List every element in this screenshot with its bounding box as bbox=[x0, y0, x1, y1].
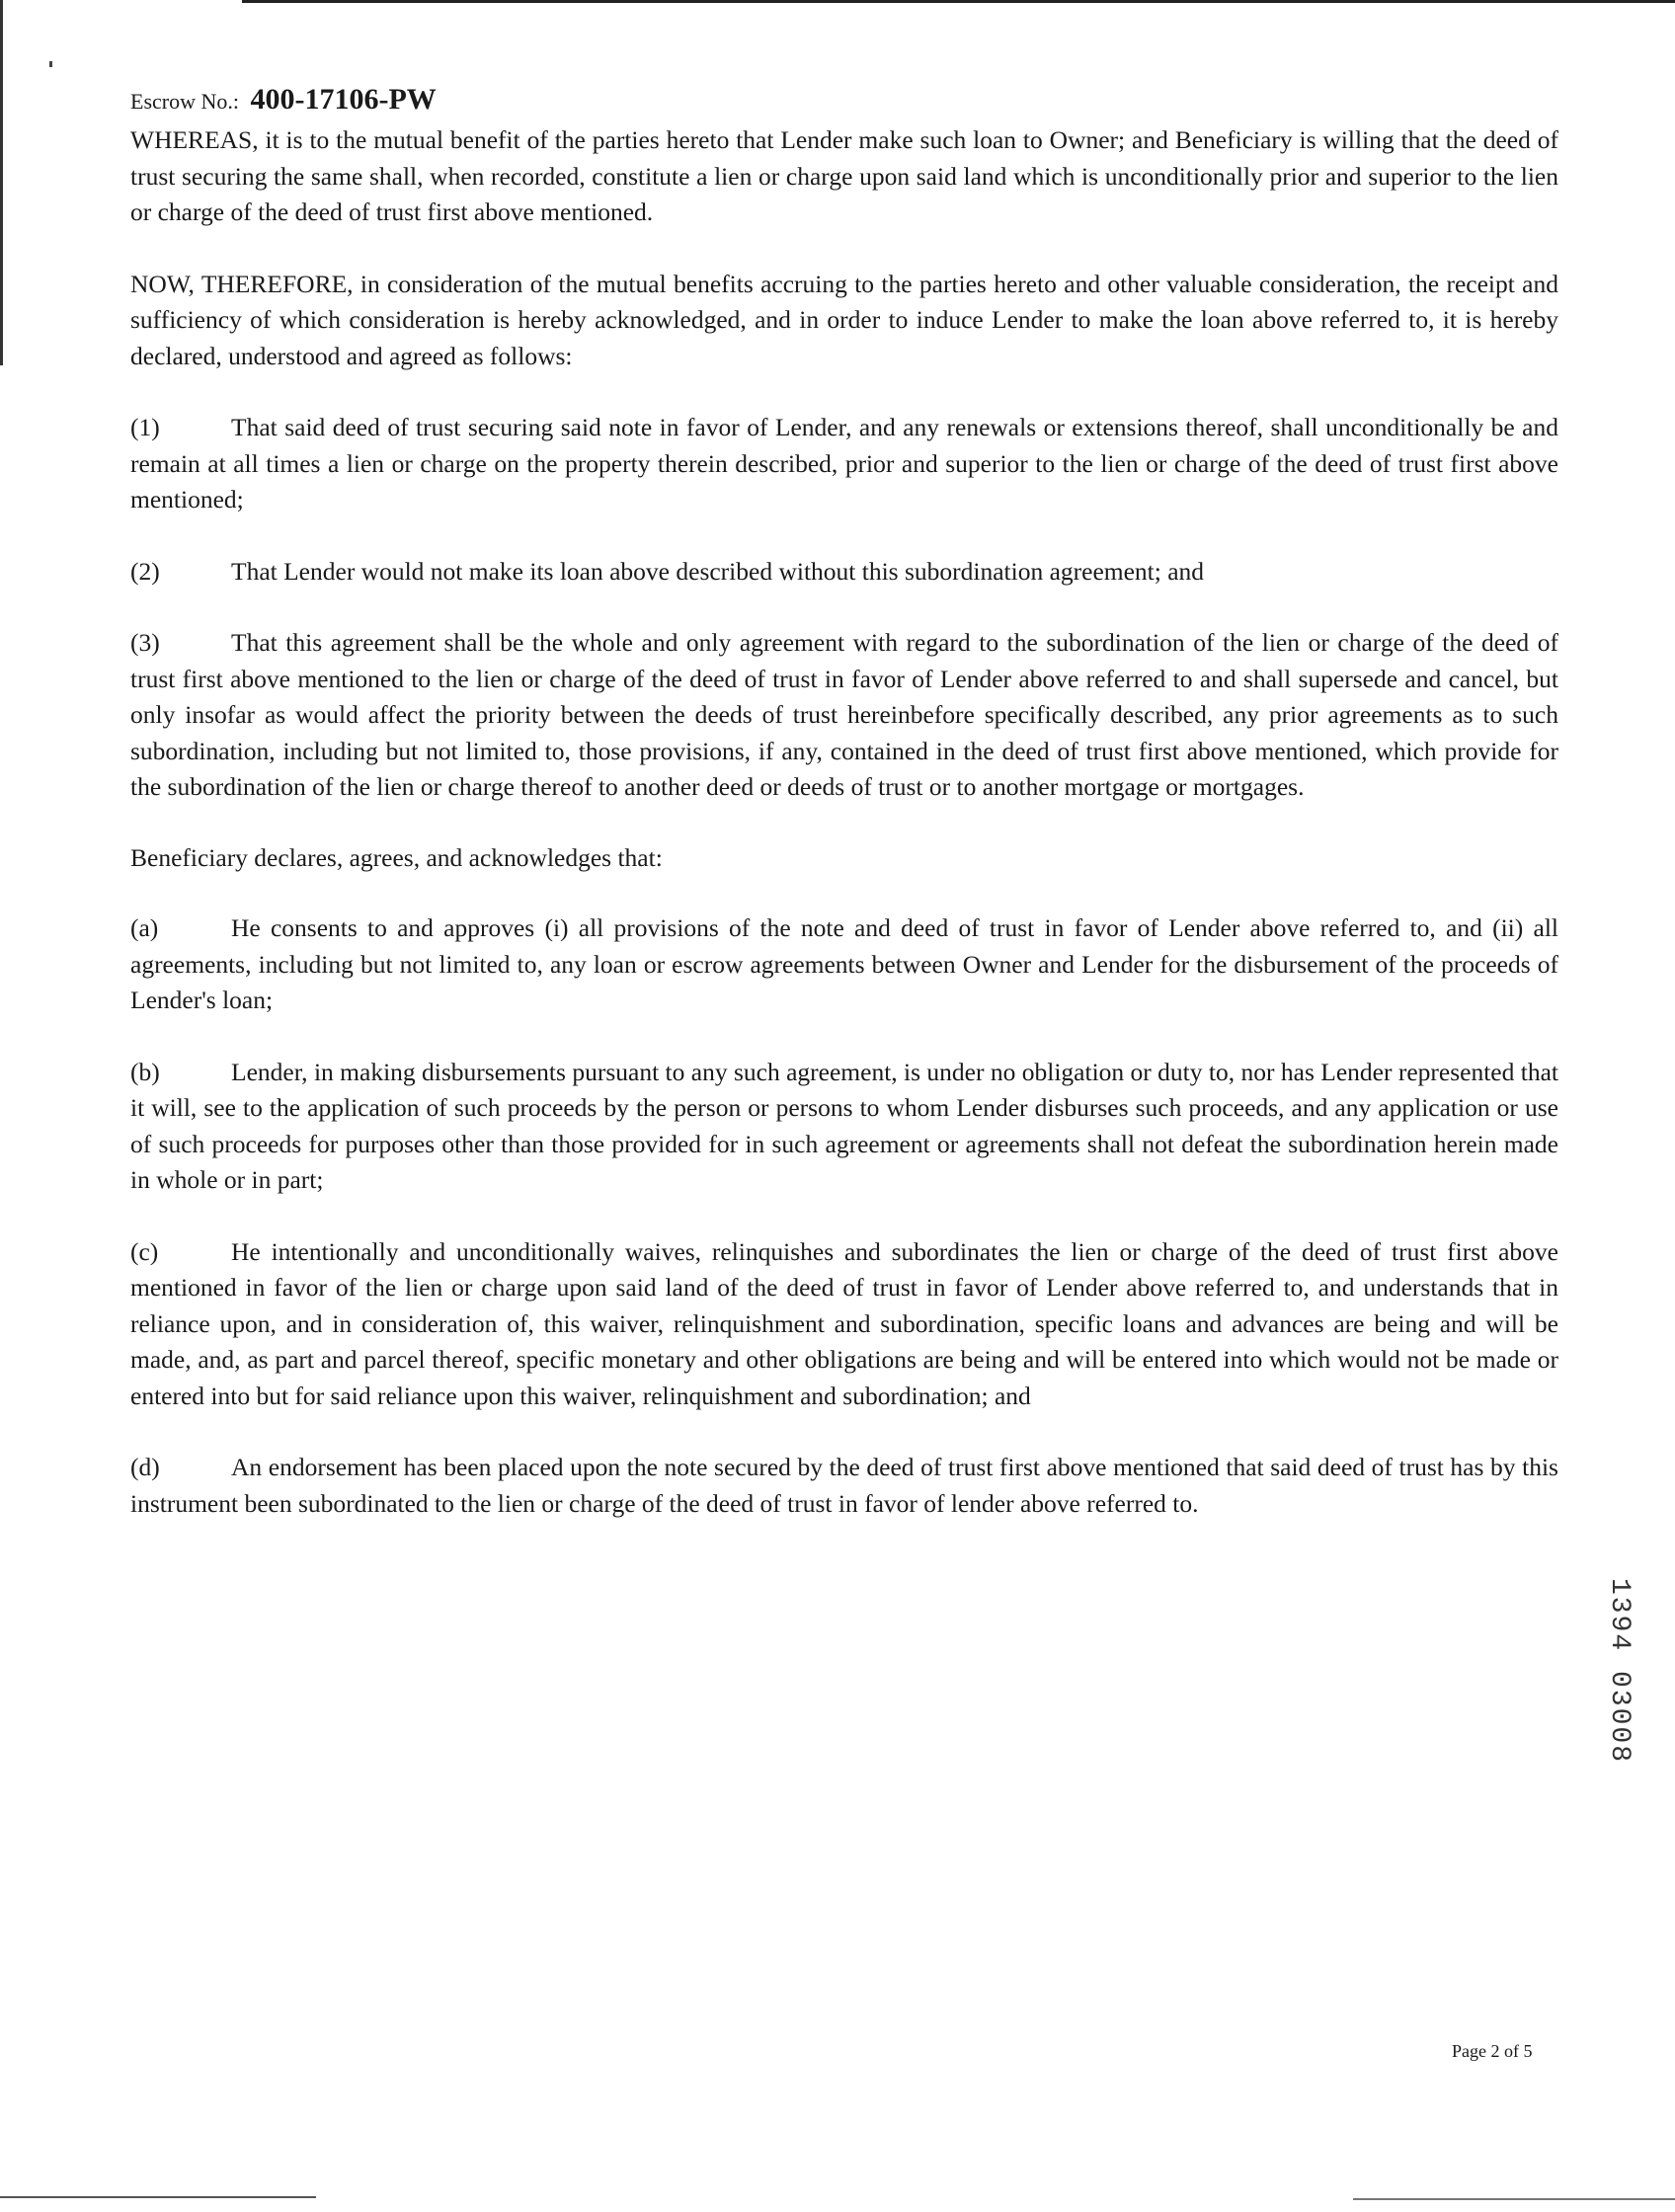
clause-d bbox=[130, 1450, 1558, 1522]
clause-2 bbox=[130, 554, 1558, 591]
scan-speck bbox=[49, 61, 52, 67]
scan-bottom-border-right bbox=[1353, 2198, 1675, 2200]
now-therefore-paragraph: NOW, THEREFORE, in consideration of the mutual benefits accruing to the parties hereto and other valuable consideration, the receipt and sufficiency of which consideration is hereby acknowledged, and in order to induce Lender to make the loan above referred to, it is hereby declared, understood and agreed as follows: bbox=[130, 269, 1558, 370]
clause-marker: (a) bbox=[130, 913, 159, 942]
scan-bottom-border-left bbox=[0, 2196, 316, 2198]
clause-b bbox=[130, 1055, 1558, 1199]
escrow-number: 400-17106-PW bbox=[250, 83, 437, 116]
clause-text: Lender, in making disbursements pursuant to any such agreement, is under no obligation or duty to, nor has Lender represented that it will, see to the application of such proceeds by the person or persons to whom Lender disburses such proceeds, and any application or use of such proceeds for purposes other than those provided for in such agreement or agreements shall not defeat the subordination herein made in whole or in part; bbox=[130, 1057, 1558, 1194]
whereas-paragraph: WHEREAS, it is to the mutual benefit of the parties hereto that Lender make such loan to Owner; and Beneficiary is willing that the deed of trust securing the same shall, when recorded, constitute a lien or charge upon said land which is unconditionally prior and superior to the lien or charge of the deed of trust first above mentioned. bbox=[130, 125, 1558, 226]
clause-marker: (c) bbox=[130, 1236, 159, 1266]
clause-text: That this agreement shall be the whole and only agreement with regard to the subordination of the lien or charge of the deed of trust first above mentioned to the lien or charge of the deed of trust in favor of Lender above referred to and shall supersede and cancel, but only insofar as would affect the priority between the deeds of trust hereinbefore specifically described, any prior agreements as to such subordination, including but not limited to, those provisions, if any, contained in the deed of trust first above mentioned, which provide for the subordination of the lien or charge thereof to another deed or deeds of trust or to another mortgage or mortgages. bbox=[130, 628, 1558, 801]
clause-marker: (d) bbox=[130, 1453, 160, 1481]
page-number: Page 2 of 5 bbox=[1452, 2041, 1533, 2061]
clause-text: That Lender would not make its loan above described without this subordination agreement; and bbox=[231, 556, 1205, 586]
clause-1 bbox=[130, 410, 1558, 518]
clause-3 bbox=[130, 625, 1558, 806]
clause-a bbox=[130, 910, 1558, 1019]
recording-number-stamp: 1394 03008 bbox=[1604, 1578, 1635, 1765]
clause-marker: (1) bbox=[130, 413, 160, 441]
escrow-label: Escrow No.: bbox=[130, 89, 239, 114]
clause-text: An endorsement has been placed upon the note secured by the deed of trust first above mentioned that said deed of trust has by this instrument been subordinated to the lien or charge of the deed of trust in favor of lender above referred to. bbox=[130, 1453, 1558, 1518]
clause-marker: (2) bbox=[130, 556, 160, 586]
clause-marker: (3) bbox=[130, 628, 160, 657]
escrow-header bbox=[130, 83, 1558, 118]
clause-text: He intentionally and unconditionally waives, relinquishes and subordinates the lien or charge of the deed of trust first above mentioned in favor of the lien or charge upon said land of the deed of trust in favor of Lender above referred to, and understands that in reliance upon, and in consideration of, this waiver, relinquishment and subordination, specific loans and advances are being and will be made, and, as part and parcel thereof, specific monetary and other obligations are being and will be entered into which would not be made or entered into but for said reliance upon this waiver, relinquishment and subordination; and bbox=[130, 1236, 1558, 1410]
clause-c bbox=[130, 1234, 1558, 1415]
beneficiary-intro: Beneficiary declares, agrees, and acknowledges that: bbox=[130, 842, 663, 872]
clause-text: That said deed of trust securing said note in favor of Lender, and any renewals or extensions thereof, shall unconditionally be and remain at all times a lien or charge on the property therein described, prior and superior to the lien or charge of the deed of trust first above mentioned; bbox=[130, 413, 1558, 514]
clause-marker: (b) bbox=[130, 1057, 160, 1086]
scan-left-edge bbox=[0, 0, 3, 365]
scan-top-border bbox=[242, 0, 1675, 3]
clause-text: He consents to and approves (i) all provisions of the note and deed of trust in favor of Lender above referred to, and (ii) all agreements, including but not limited to, any loan or escrow agreements between Owner and Lender for the disbursement of the proceeds of Lender's loan; bbox=[130, 913, 1558, 1014]
document-body bbox=[130, 83, 1558, 1522]
